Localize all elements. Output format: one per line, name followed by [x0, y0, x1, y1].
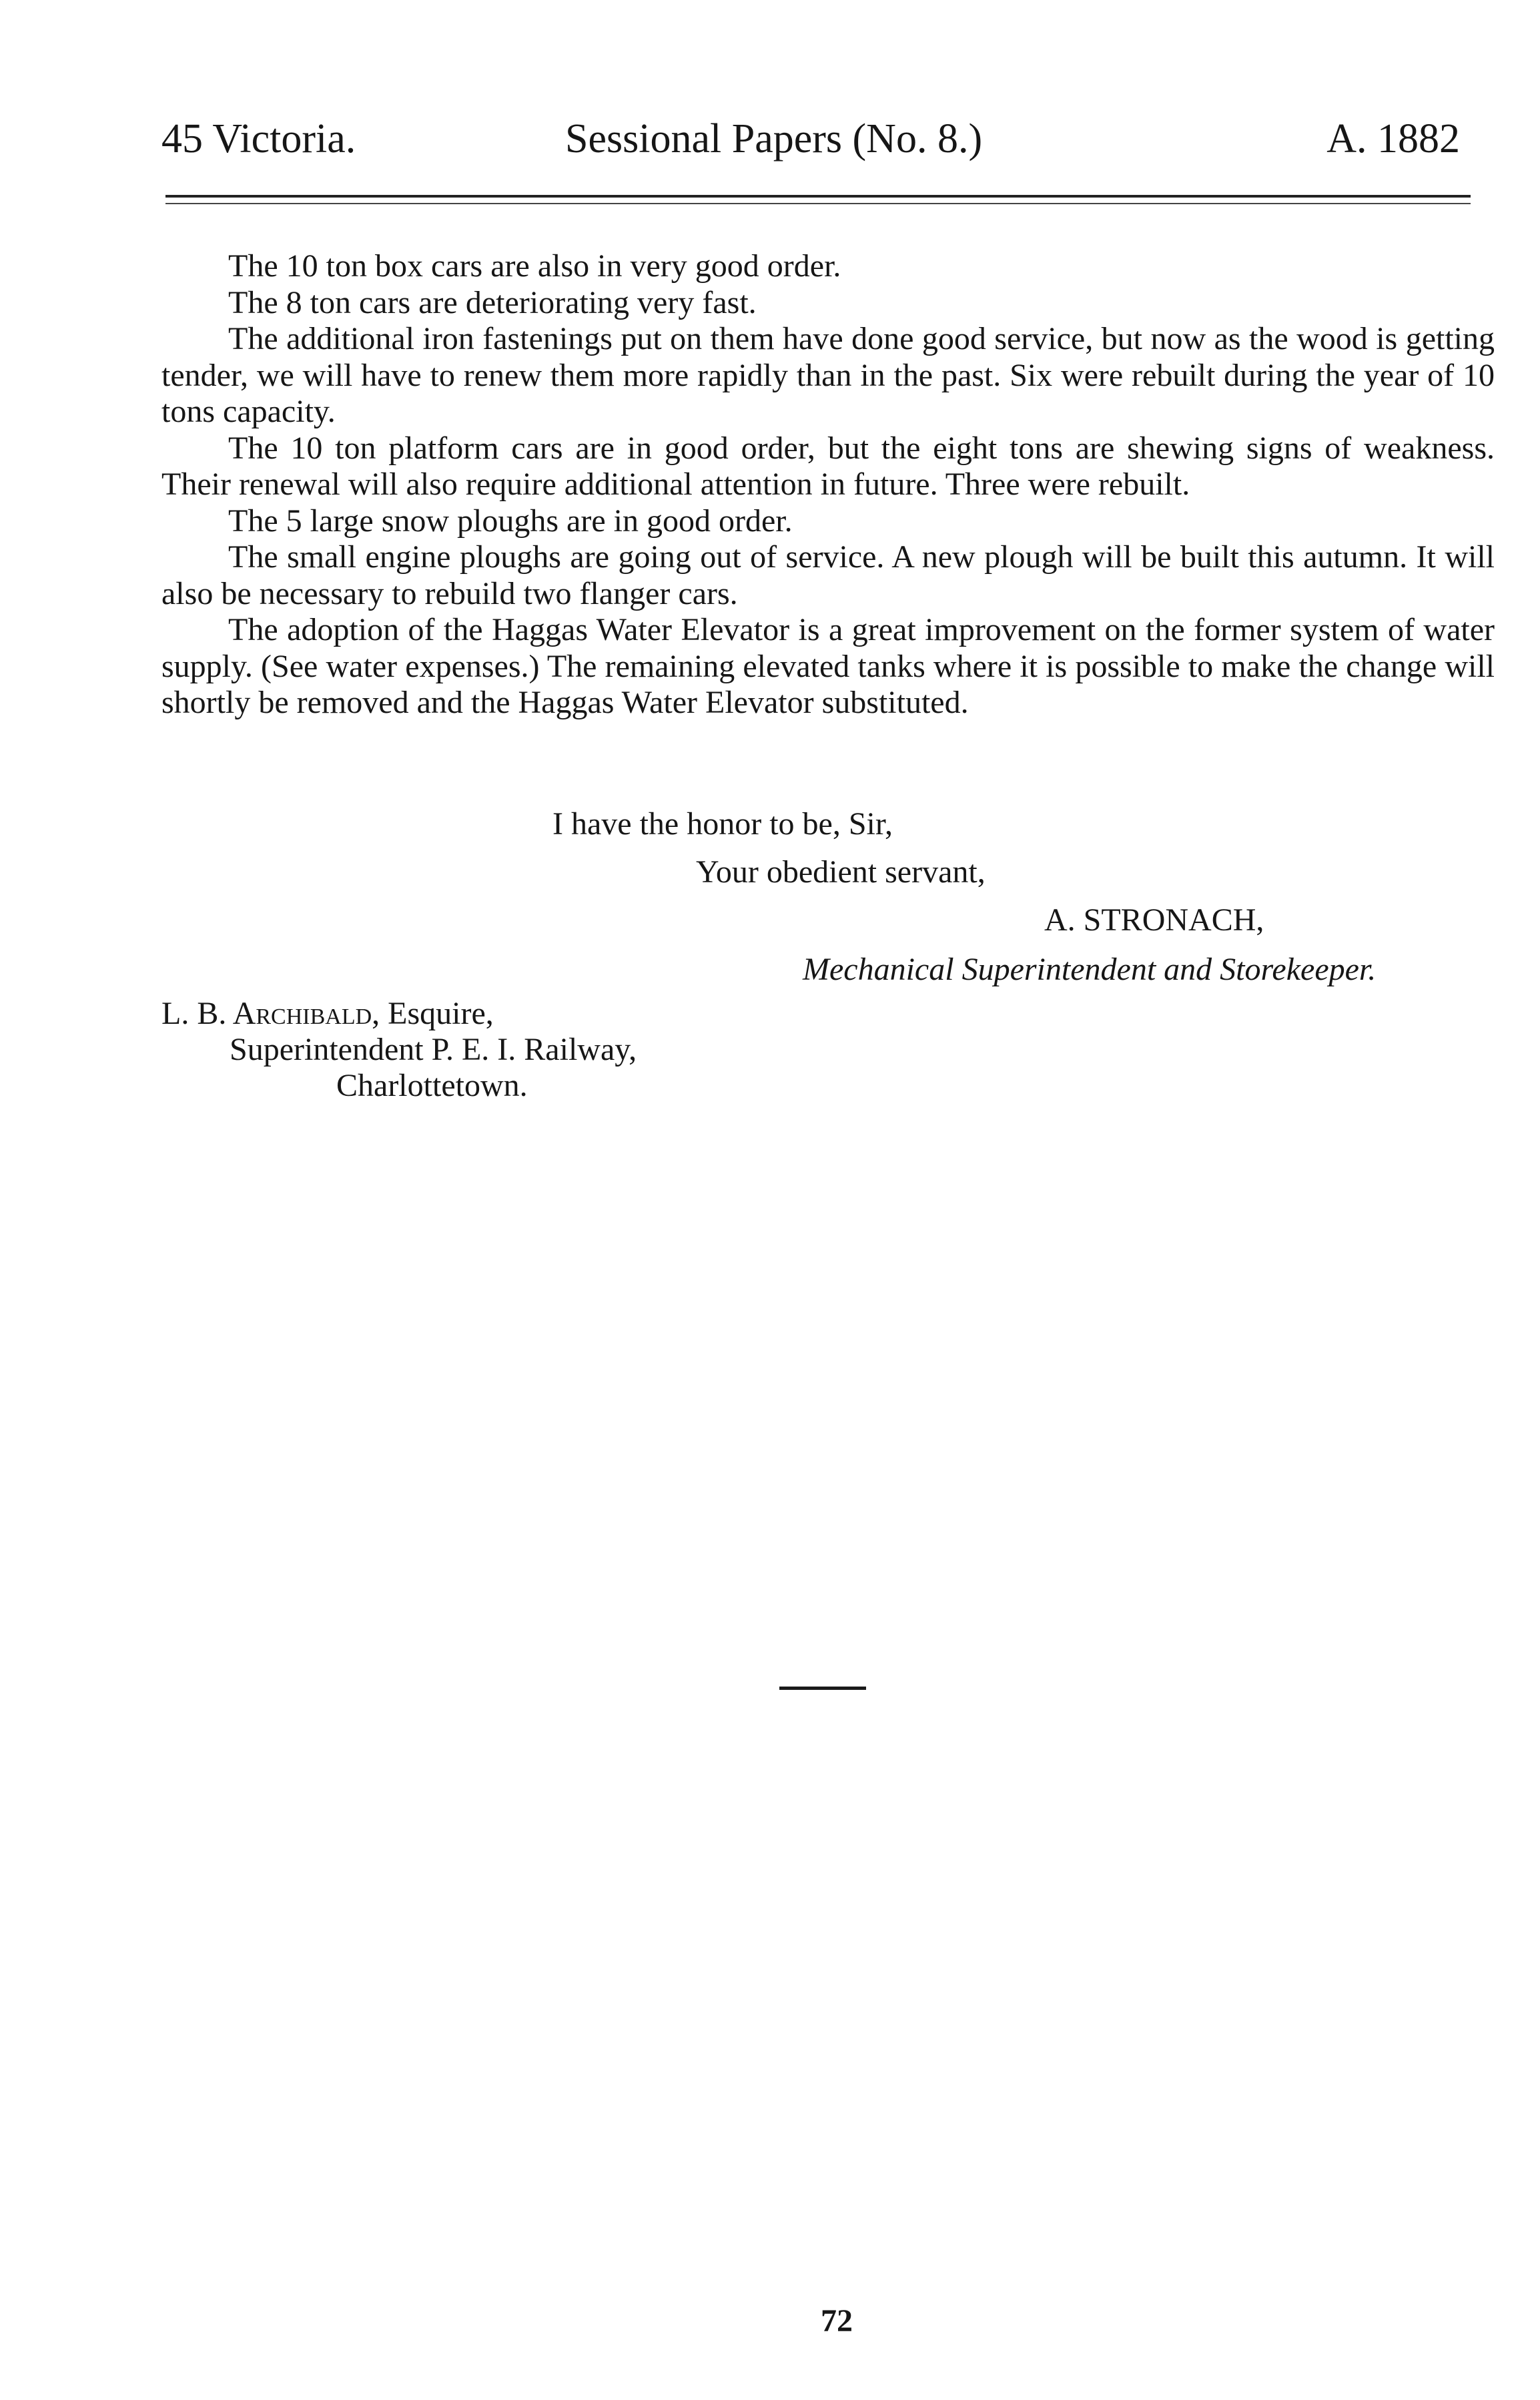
addressee-block: [161, 996, 637, 1104]
closing-salutation: I have the honor to be, Sir,: [552, 806, 893, 842]
letter-body: [161, 248, 1495, 721]
header-regnal-year: 45 Victoria.: [161, 116, 356, 162]
header-year: A. 1882: [1326, 116, 1460, 162]
paragraph: The additional iron fastenings put on them have done good service, but now as the wood is getting tender, we will have to renew them more rapidly than in the past. Six were rebuilt during the year of 10 tons capacity.: [161, 321, 1495, 429]
signature-title: Mechanical Superintendent and Storekeeper.: [803, 952, 1377, 987]
header-divider: [165, 195, 1471, 204]
paragraph: The 10 ton platform cars are in good order, but the eight tons are shewing signs of weakness. Their renewal will also require additional attention in future. Three were rebuilt.: [161, 430, 1495, 502]
paragraph: The 5 large snow ploughs are in good order.: [228, 503, 793, 539]
running-header: [161, 112, 1460, 166]
paragraph: The small engine ploughs are going out of service. A new plough will be built this autumn. It will also be necessary to rebuild two flanger cars.: [161, 539, 1495, 611]
header-series-title: Sessional Papers (No. 8.): [565, 116, 983, 162]
paragraph: The adoption of the Haggas Water Elevator is a great improvement on the former system of water supply. (See water expenses.) The remaining elevated tanks where it is possible to make the change will shortly be removed and the Haggas Water Elevator substituted.: [161, 612, 1495, 720]
section-end-rule: [779, 1687, 866, 1690]
closing-valediction: Your obedient servant,: [696, 854, 986, 890]
addressee-honorific: , Esquire,: [372, 996, 494, 1031]
page-number: 72: [821, 2303, 853, 2339]
paragraph: The 10 ton box cars are also in very good order.: [228, 248, 841, 284]
paragraph: The 8 ton cars are deteriorating very fast.: [228, 284, 757, 320]
addressee-position: Superintendent P. E. I. Railway,: [230, 1032, 637, 1067]
signature-name: A. STRONACH,: [1044, 902, 1264, 938]
addressee-name: L. B. Archibald: [161, 996, 372, 1031]
addressee-location: Charlottetown.: [336, 1068, 528, 1103]
addressee-name-line: [161, 996, 637, 1032]
